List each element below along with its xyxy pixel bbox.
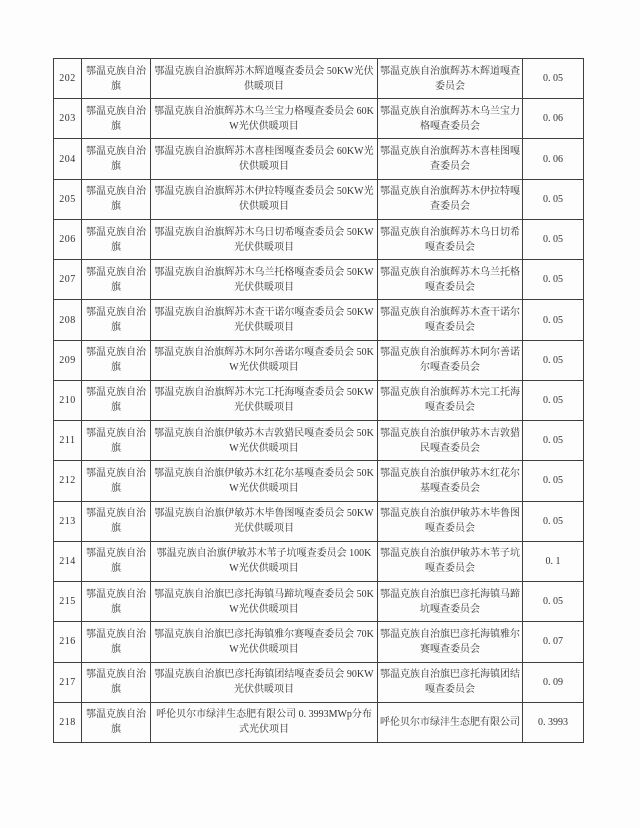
cell-organization: 鄂温克族自治旗伊敏苏木吉敦猎民嘎查委员会 (378, 421, 523, 461)
cell-row-number: 217 (54, 662, 82, 702)
cell-organization: 鄂温克族自治旗辉苏木阿尔善诺尔嘎查委员会 (378, 340, 523, 380)
cell-row-number: 213 (54, 501, 82, 541)
cell-organization: 鄂温克族自治旗辉苏木喜桂图嘎查委员会 (378, 139, 523, 179)
cell-value: 0. 05 (523, 59, 584, 99)
cell-organization: 鄂温克族自治旗辉苏木乌兰托格嘎查委员会 (378, 260, 523, 300)
cell-row-number: 210 (54, 380, 82, 420)
cell-region: 鄂温克族自治旗 (82, 300, 151, 340)
cell-region: 鄂温克族自治旗 (82, 702, 151, 742)
table-row (54, 622, 584, 662)
cell-project-name: 鄂温克族自治旗辉苏木乌兰宝力格嘎查委员会 60KW光伏供暖项目 (151, 99, 378, 139)
cell-project-name: 鄂温克族自治旗伊敏苏木吉敦猎民嘎查委员会 50KW光伏供暖项目 (151, 421, 378, 461)
table-row (54, 260, 584, 300)
cell-region: 鄂温克族自治旗 (82, 179, 151, 219)
table-row (54, 380, 584, 420)
table-row (54, 99, 584, 139)
cell-value: 0. 05 (523, 219, 584, 259)
cell-organization: 鄂温克族自治旗辉苏木查干诺尔嘎查委员会 (378, 300, 523, 340)
table-row (54, 179, 584, 219)
table-row (54, 300, 584, 340)
cell-value: 0. 05 (523, 421, 584, 461)
cell-organization: 鄂温克族自治旗伊敏苏木苇子坑嘎查委员会 (378, 541, 523, 581)
cell-value: 0. 05 (523, 260, 584, 300)
cell-row-number: 205 (54, 179, 82, 219)
cell-region: 鄂温克族自治旗 (82, 501, 151, 541)
cell-value: 0. 3993 (523, 702, 584, 742)
table-row (54, 219, 584, 259)
table-row (54, 702, 584, 742)
cell-value: 0. 09 (523, 662, 584, 702)
cell-value: 0. 05 (523, 179, 584, 219)
cell-region: 鄂温克族自治旗 (82, 421, 151, 461)
cell-value: 0. 1 (523, 541, 584, 581)
pv-heating-projects-table (53, 58, 584, 743)
cell-project-name: 鄂温克族自治旗辉苏木乌日切希嘎查委员会 50KW光伏供暖项目 (151, 219, 378, 259)
cell-row-number: 211 (54, 421, 82, 461)
cell-project-name: 鄂温克族自治旗辉苏木乌兰托格嘎查委员会 50KW光伏供暖项目 (151, 260, 378, 300)
cell-value: 0. 05 (523, 582, 584, 622)
cell-row-number: 214 (54, 541, 82, 581)
cell-project-name: 鄂温克族自治旗伊敏苏木红花尔基嘎查委员会 50KW光伏供暖项目 (151, 461, 378, 501)
cell-region: 鄂温克族自治旗 (82, 662, 151, 702)
cell-organization: 呼伦贝尔市绿沣生态肥有限公司 (378, 702, 523, 742)
cell-project-name: 鄂温克族自治旗巴彦托海镇马蹄坑嘎查委员会 50KW光伏供暖项目 (151, 582, 378, 622)
cell-value: 0. 05 (523, 300, 584, 340)
cell-project-name: 鄂温克族自治旗巴彦托海镇团结嘎查委员会 90KW光伏供暖项目 (151, 662, 378, 702)
cell-region: 鄂温克族自治旗 (82, 582, 151, 622)
cell-project-name: 鄂温克族自治旗辉苏木查干诺尔嘎查委员会 50KW光伏供暖项目 (151, 300, 378, 340)
table-row (54, 582, 584, 622)
cell-region: 鄂温克族自治旗 (82, 59, 151, 99)
cell-row-number: 206 (54, 219, 82, 259)
cell-organization: 鄂温克族自治旗辉苏木辉道嘎查委员会 (378, 59, 523, 99)
cell-project-name: 鄂温克族自治旗辉苏木阿尔善诺尔嘎查委员会 50KW光伏供暖项目 (151, 340, 378, 380)
cell-row-number: 204 (54, 139, 82, 179)
cell-organization: 鄂温克族自治旗伊敏苏木红花尔基嘎查委员会 (378, 461, 523, 501)
cell-value: 0. 06 (523, 139, 584, 179)
cell-organization: 鄂温克族自治旗伊敏苏木毕鲁图嘎查委员会 (378, 501, 523, 541)
table-row (54, 662, 584, 702)
cell-project-name: 呼伦贝尔市绿沣生态肥有限公司 0. 3993MWp分布式光伏项目 (151, 702, 378, 742)
cell-value: 0. 06 (523, 99, 584, 139)
cell-organization: 鄂温克族自治旗巴彦托海镇雅尔赛嘎查委员会 (378, 622, 523, 662)
cell-region: 鄂温克族自治旗 (82, 99, 151, 139)
cell-region: 鄂温克族自治旗 (82, 461, 151, 501)
cell-region: 鄂温克族自治旗 (82, 541, 151, 581)
cell-region: 鄂温克族自治旗 (82, 340, 151, 380)
cell-value: 0. 05 (523, 501, 584, 541)
cell-organization: 鄂温克族自治旗巴彦托海镇马蹄坑嘎查委员会 (378, 582, 523, 622)
table-row (54, 501, 584, 541)
cell-value: 0. 05 (523, 380, 584, 420)
cell-row-number: 209 (54, 340, 82, 380)
table-row (54, 461, 584, 501)
cell-project-name: 鄂温克族自治旗辉苏木喜桂图嘎查委员会 60KW光伏供暖项目 (151, 139, 378, 179)
table-row (54, 340, 584, 380)
cell-row-number: 202 (54, 59, 82, 99)
cell-organization: 鄂温克族自治旗辉苏木乌日切希嘎查委员会 (378, 219, 523, 259)
cell-region: 鄂温克族自治旗 (82, 219, 151, 259)
cell-project-name: 鄂温克族自治旗巴彦托海镇雅尔赛嘎查委员会 70KW光伏供暖项目 (151, 622, 378, 662)
cell-row-number: 208 (54, 300, 82, 340)
cell-region: 鄂温克族自治旗 (82, 139, 151, 179)
cell-row-number: 218 (54, 702, 82, 742)
cell-project-name: 鄂温克族自治旗辉苏木完工托海嘎查委员会 50KW光伏供暖项目 (151, 380, 378, 420)
cell-project-name: 鄂温克族自治旗伊敏苏木毕鲁图嘎查委员会 50KW光伏供暖项目 (151, 501, 378, 541)
cell-project-name: 鄂温克族自治旗辉苏木辉道嘎查委员会 50KW光伏供暖项目 (151, 59, 378, 99)
cell-value: 0. 05 (523, 340, 584, 380)
cell-project-name: 鄂温克族自治旗辉苏木伊拉特嘎查委员会 50KW光伏供暖项目 (151, 179, 378, 219)
cell-organization: 鄂温克族自治旗辉苏木伊拉特嘎查委员会 (378, 179, 523, 219)
cell-row-number: 203 (54, 99, 82, 139)
cell-value: 0. 05 (523, 461, 584, 501)
table-row (54, 139, 584, 179)
cell-region: 鄂温克族自治旗 (82, 380, 151, 420)
table-row (54, 541, 584, 581)
cell-row-number: 207 (54, 260, 82, 300)
cell-row-number: 216 (54, 622, 82, 662)
table-body (54, 59, 584, 743)
table-row (54, 421, 584, 461)
cell-region: 鄂温克族自治旗 (82, 260, 151, 300)
cell-organization: 鄂温克族自治旗辉苏木乌兰宝力格嘎查委员会 (378, 99, 523, 139)
cell-organization: 鄂温克族自治旗辉苏木完工托海嘎查委员会 (378, 380, 523, 420)
cell-value: 0. 07 (523, 622, 584, 662)
cell-organization: 鄂温克族自治旗巴彦托海镇团结嘎查委员会 (378, 662, 523, 702)
cell-region: 鄂温克族自治旗 (82, 622, 151, 662)
cell-project-name: 鄂温克族自治旗伊敏苏木苇子坑嘎查委员会 100KW光伏供暖项目 (151, 541, 378, 581)
cell-row-number: 215 (54, 582, 82, 622)
cell-row-number: 212 (54, 461, 82, 501)
table-row (54, 59, 584, 99)
